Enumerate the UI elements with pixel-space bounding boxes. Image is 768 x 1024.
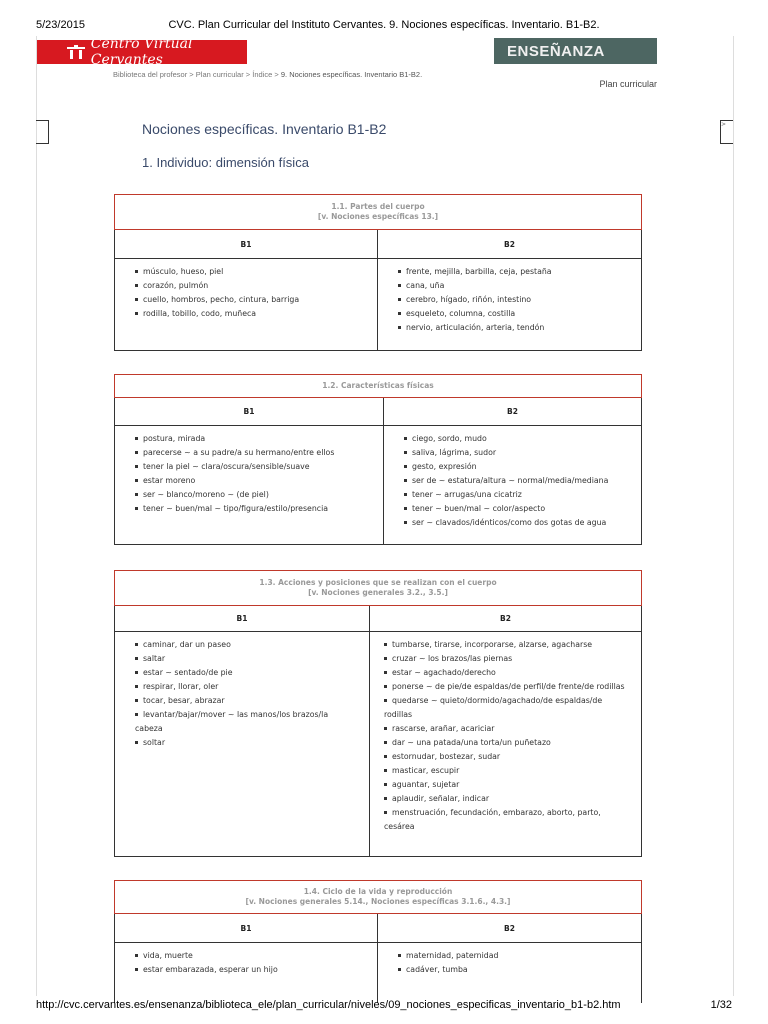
list-item-text: esqueleto, columna, costilla (406, 309, 516, 318)
list-item (135, 279, 377, 293)
list-item (135, 502, 383, 516)
list-item-text: masticar, escupir (392, 766, 460, 775)
page-title: Nociones específicas. Inventario B1-B2 (142, 121, 387, 137)
section-reference-link[interactable]: [v. Nociones específicas 13.] (317, 212, 439, 221)
column-header-b1: B1 (115, 606, 370, 632)
b2-list (378, 259, 641, 350)
list-item-text: menstruación, fecundación, embarazo, aborto, parto, cesárea (384, 808, 601, 831)
section-1-4 (114, 880, 642, 1003)
list-item-text: ponerse ~ de pie/de espaldas/de perfil/de frente/de rodillas (392, 682, 625, 691)
column-header-b2: B2 (370, 606, 641, 632)
list-item (384, 666, 625, 680)
list-item (404, 516, 641, 530)
list-item-text: ser de ~ estatura/altura ~ normal/media/mediana (412, 476, 609, 485)
list-item (398, 963, 641, 977)
bullet-icon (135, 671, 138, 674)
bullet-icon (384, 811, 387, 814)
side-mark-glyph: > (721, 121, 727, 128)
b2-list (384, 426, 641, 544)
bullet-icon (135, 465, 138, 468)
list-item (135, 293, 377, 307)
bullet-icon (135, 699, 138, 702)
list-item-text: parecerse ~ a su padre/a su hermano/entre ellos (143, 448, 335, 457)
list-item-text: cruzar ~ los brazos/las piernas (392, 654, 513, 663)
list-item-text: frente, mejilla, barbilla, ceja, pestaña (406, 267, 552, 276)
list-item (398, 321, 641, 335)
list-item (398, 265, 641, 279)
logo-text: Centro Virtual Cervantes (90, 36, 193, 68)
breadcrumb-current: 9. Nociones específicas. Inventario B1-B2. (280, 70, 423, 79)
list-item-text: aplaudir, señalar, indicar (392, 794, 490, 803)
list-item (384, 736, 625, 750)
list-item-text: corazón, pulmón (143, 281, 209, 290)
list-item-text: tener ~ arrugas/una cicatriz (412, 490, 522, 499)
list-item (384, 750, 625, 764)
list-item (384, 778, 625, 792)
bullet-icon (398, 284, 401, 287)
bullet-icon (398, 968, 401, 971)
list-item (135, 474, 383, 488)
list-item-text: vida, muerte (143, 951, 193, 960)
section-1-2 (114, 374, 642, 545)
print-url: http://cvc.cervantes.es/ensenanza/biblioteca_ele/plan_curricular/niveles/09_nociones_especificas_inventario_b1-b2.htm (36, 999, 621, 1011)
bullet-icon (384, 769, 387, 772)
print-date: 5/23/2015 (36, 19, 85, 31)
bullet-icon (404, 465, 407, 468)
cervantes-emblem-icon (67, 45, 83, 59)
list-item-text: levantar/bajar/mover ~ las manos/los brazos/la cabeza (135, 710, 329, 733)
list-item-text: rascarse, arañar, acariciar (392, 724, 495, 733)
bullet-icon (404, 521, 407, 524)
list-item-text: cadáver, tumba (406, 965, 468, 974)
section-banner[interactable]: ENSEÑANZA (494, 38, 657, 64)
list-item-text: saliva, lágrima, sudor (412, 448, 497, 457)
list-item (384, 722, 625, 736)
list-item-text: estar ~ sentado/de pie (143, 668, 233, 677)
section-title-box (114, 880, 642, 914)
section-title: 1.1. Partes del cuerpo (331, 202, 425, 211)
list-item (404, 460, 641, 474)
list-item-text: tumbarse, tirarse, incorporarse, alzarse, agacharse (392, 640, 593, 649)
bullet-icon (135, 741, 138, 744)
bullet-icon (384, 699, 387, 702)
b2-list (370, 632, 641, 856)
side-mark-left (36, 120, 49, 144)
list-item-text: postura, mirada (143, 434, 206, 443)
section-title-box (114, 374, 642, 398)
list-item-text: dar ~ una patada/una torta/un puñetazo (392, 738, 551, 747)
list-item (135, 694, 345, 708)
bullet-icon (384, 671, 387, 674)
list-item (135, 652, 345, 666)
bullet-icon (135, 312, 138, 315)
list-item-text: rodilla, tobillo, codo, muñeca (143, 309, 257, 318)
bullet-icon (135, 451, 138, 454)
list-item-text: ciego, sordo, mudo (412, 434, 487, 443)
bullet-icon (384, 755, 387, 758)
list-item (384, 638, 625, 652)
list-item (135, 666, 345, 680)
list-item (135, 460, 383, 474)
breadcrumb-separator: > (187, 70, 196, 79)
column-header-b2: B2 (384, 398, 641, 426)
list-item-text: quedarse ~ quieto/dormido/agachado/de espaldas/de rodillas (384, 696, 603, 719)
bullet-icon (135, 507, 138, 510)
bullet-icon (398, 270, 401, 273)
breadcrumb-item-indice[interactable]: Índice (252, 70, 273, 79)
print-page-number: 1/32 (710, 999, 732, 1011)
print-footer (0, 996, 768, 1024)
list-item-text: estar ~ agachado/derecho (392, 668, 496, 677)
breadcrumb-separator: > (243, 70, 253, 79)
list-item (384, 680, 625, 694)
b1-list (115, 426, 384, 544)
list-item (135, 638, 345, 652)
list-item (384, 764, 625, 778)
list-item (135, 307, 377, 321)
b1-list (115, 632, 370, 856)
list-item (135, 488, 383, 502)
list-item-text: gesto, expresión (412, 462, 477, 471)
bullet-icon (135, 284, 138, 287)
breadcrumb-item-plan[interactable]: Plan curricular (195, 70, 244, 79)
list-item (398, 307, 641, 321)
list-item (398, 279, 641, 293)
bullet-icon (135, 270, 138, 273)
list-item-text: estornudar, bostezar, sudar (392, 752, 501, 761)
bullet-icon (384, 643, 387, 646)
list-item-text: caminar, dar un paseo (143, 640, 231, 649)
plan-curricular-link[interactable]: Plan curricular (599, 79, 657, 89)
list-item (404, 488, 641, 502)
list-item-text: ser ~ clavados/idénticos/como dos gotas de agua (412, 518, 607, 527)
bullet-icon (384, 657, 387, 660)
list-item-text: ser ~ blanco/moreno ~ (de piel) (143, 490, 269, 499)
list-item (384, 806, 625, 834)
column-header-b1: B1 (115, 914, 378, 943)
list-item (384, 652, 625, 666)
section-title: 1.3. Acciones y posiciones que se realizan con el cuerpo (259, 578, 497, 587)
section-title-box (114, 194, 642, 230)
list-item (404, 432, 641, 446)
bullet-icon (384, 727, 387, 730)
bullet-icon (135, 713, 138, 716)
list-item-text: músculo, hueso, piel (143, 267, 224, 276)
section-title: 1.4. Ciclo de la vida y reproducción (303, 887, 453, 896)
list-item (404, 502, 641, 516)
breadcrumb (113, 70, 422, 79)
b1-list (115, 943, 378, 1003)
bullet-icon (384, 741, 387, 744)
bullet-icon (404, 451, 407, 454)
bullet-icon (135, 685, 138, 688)
list-item (404, 446, 641, 460)
section-title-box (114, 570, 642, 606)
list-item (404, 474, 641, 488)
list-item (135, 680, 345, 694)
bullet-icon (384, 783, 387, 786)
list-item-text: respirar, llorar, oler (143, 682, 219, 691)
list-item (384, 694, 625, 722)
list-item-text: cana, uña (406, 281, 445, 290)
list-item (135, 432, 383, 446)
section-1-3 (114, 570, 642, 857)
list-item-text: aguantar, sujetar (392, 780, 460, 789)
bullet-icon (135, 437, 138, 440)
bullet-icon (404, 493, 407, 496)
list-item (135, 446, 383, 460)
bullet-icon (135, 657, 138, 660)
column-header-b2: B2 (378, 914, 641, 943)
breadcrumb-item-biblioteca[interactable]: Biblioteca del profesor (113, 70, 188, 79)
bullet-icon (404, 479, 407, 482)
bullet-icon (384, 685, 387, 688)
list-item-text: saltar (143, 654, 166, 663)
bullet-icon (404, 437, 407, 440)
list-item-text: cuello, hombros, pecho, cintura, barriga (143, 295, 300, 304)
list-item-text: cerebro, hígado, riñón, intestino (406, 295, 532, 304)
column-header-b1: B1 (115, 398, 384, 426)
list-item-text: tocar, besar, abrazar (143, 696, 225, 705)
bullet-icon (135, 643, 138, 646)
bullet-icon (135, 479, 138, 482)
bullet-icon (135, 968, 138, 971)
list-item-text: estar embarazada, esperar un hijo (143, 965, 278, 974)
list-item (398, 949, 641, 963)
bullet-icon (384, 797, 387, 800)
cervantes-logo[interactable] (37, 36, 247, 68)
section-table (114, 606, 642, 857)
list-item-text: tener ~ buen/mal ~ color/aspecto (412, 504, 546, 513)
bullet-icon (398, 312, 401, 315)
section-table (114, 914, 642, 1003)
b1-list (115, 259, 378, 350)
section-table (114, 398, 642, 545)
column-header-b1: B1 (115, 230, 378, 259)
list-item (384, 792, 625, 806)
list-item (135, 708, 345, 736)
section-reference-link[interactable]: [v. Nociones generales 5.14., Nociones específicas 3.1.6., 4.3.] (245, 897, 511, 906)
list-item-text: tener ~ buen/mal ~ tipo/figura/estilo/presencia (143, 504, 329, 513)
section-table (114, 230, 642, 351)
list-item (398, 293, 641, 307)
list-item-text: nervio, articulación, arteria, tendón (406, 323, 545, 332)
list-item-text: tener la piel ~ clara/oscura/sensible/suave (143, 462, 310, 471)
bullet-icon (398, 326, 401, 329)
print-title: CVC. Plan Curricular del Instituto Cervantes. 9. Nociones específicas. Inventario. B1-B2. (168, 19, 600, 31)
b2-list (378, 943, 641, 1003)
section-heading: 1. Individuo: dimensión física (142, 155, 309, 170)
bullet-icon (398, 954, 401, 957)
section-title: 1.2. Características físicas (322, 381, 434, 390)
bullet-icon (135, 298, 138, 301)
bullet-icon (135, 954, 138, 957)
list-item (135, 963, 377, 977)
list-item-text: maternidad, paternidad (406, 951, 499, 960)
bullet-icon (398, 298, 401, 301)
list-item (135, 265, 377, 279)
list-item (135, 736, 345, 750)
list-item-text: estar moreno (143, 476, 196, 485)
bullet-icon (404, 507, 407, 510)
list-item-text: soltar (143, 738, 166, 747)
side-mark-right (720, 120, 733, 144)
print-header (0, 0, 768, 36)
breadcrumb-separator: > (272, 70, 281, 79)
section-1-1 (114, 194, 642, 351)
list-item (135, 949, 377, 963)
bullet-icon (135, 493, 138, 496)
section-reference-link[interactable]: [v. Nociones generales 3.2., 3.5.] (308, 588, 448, 597)
column-header-b2: B2 (378, 230, 641, 259)
